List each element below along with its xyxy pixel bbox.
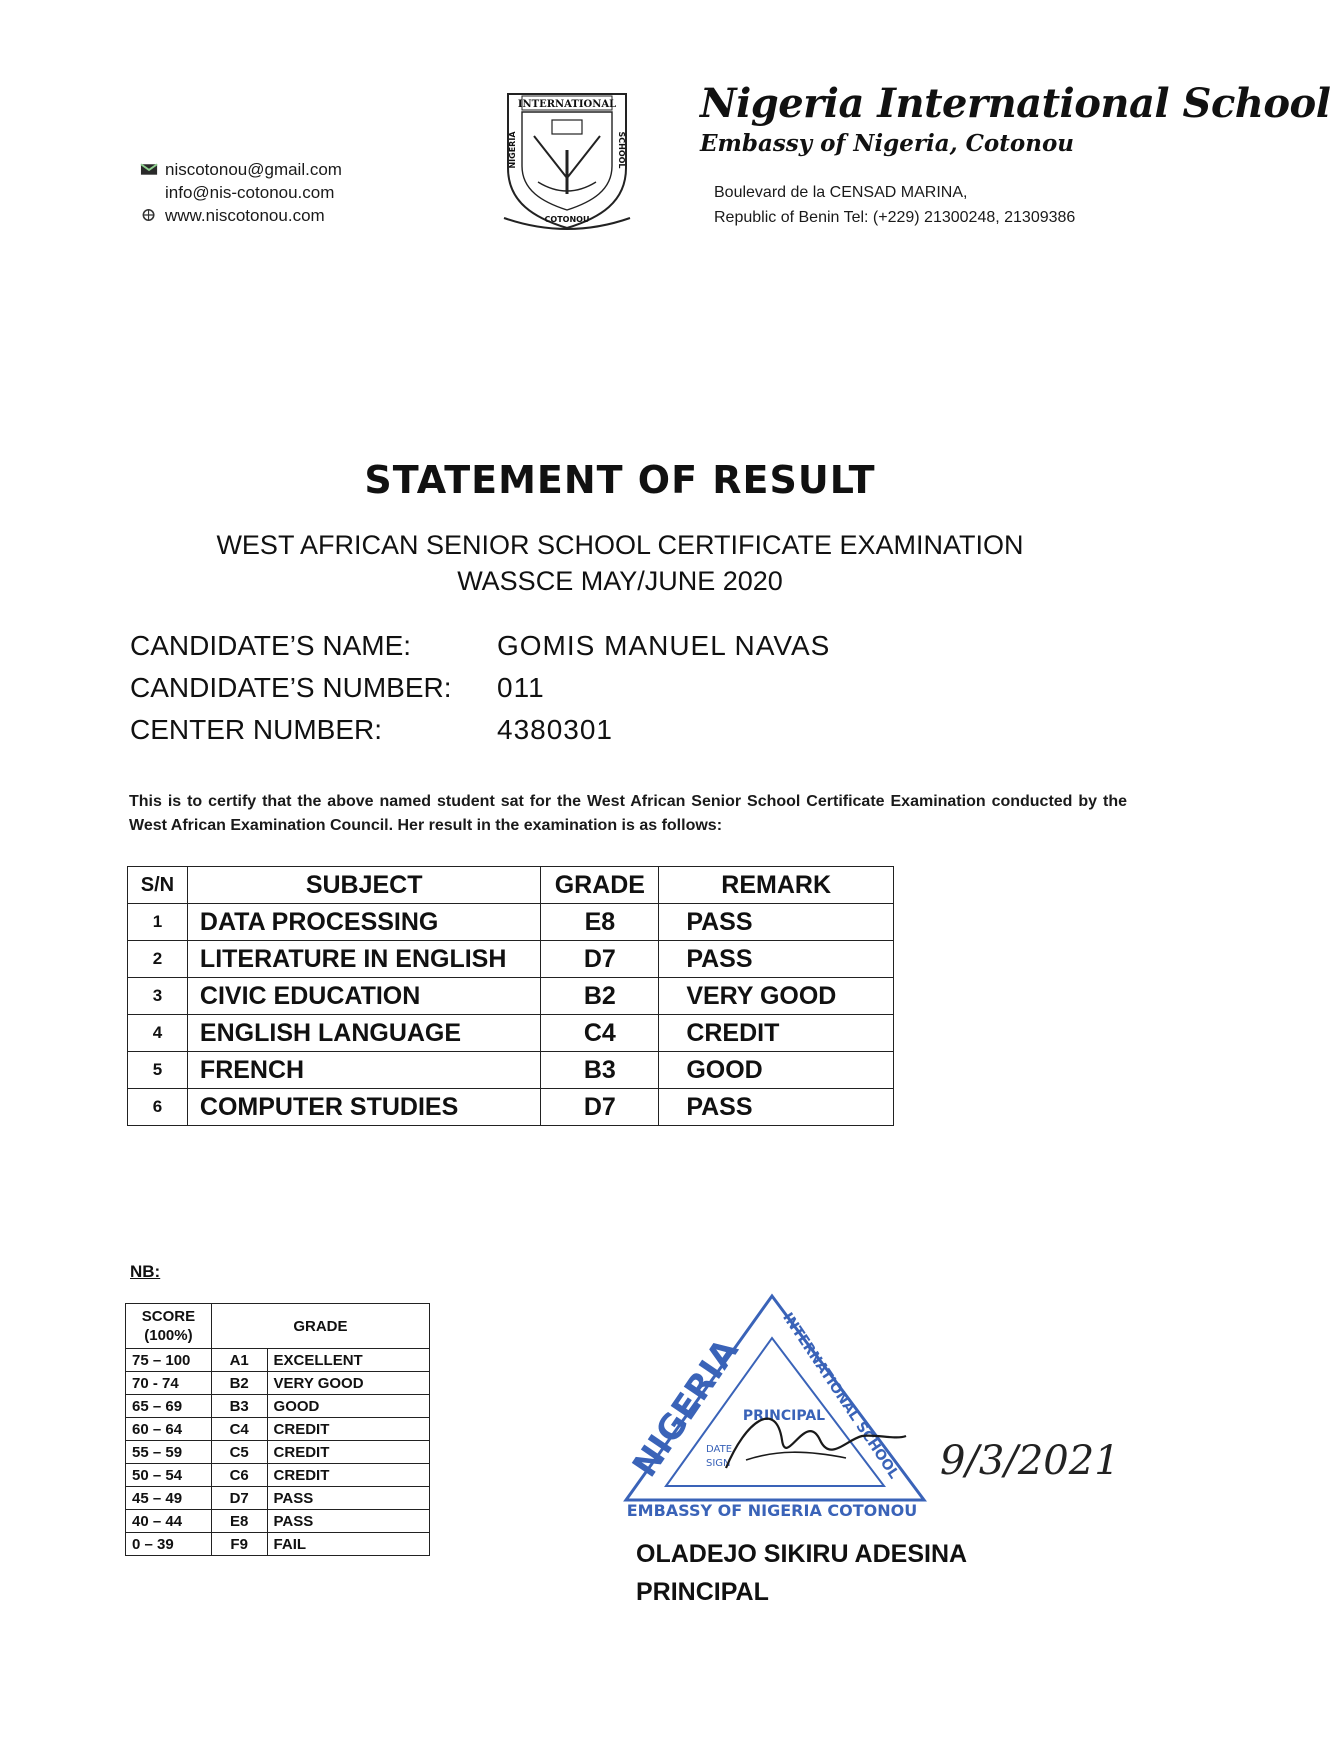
table-row bbox=[128, 1089, 894, 1126]
table-row bbox=[126, 1372, 430, 1395]
grade-code: C6 bbox=[211, 1464, 267, 1487]
exam-name: WEST AFRICAN SENIOR SCHOOL CERTIFICATE EXAMINATION bbox=[216, 530, 1024, 560]
official-stamp bbox=[606, 1290, 946, 1520]
email-secondary[interactable]: info@nis-cotonou.com bbox=[165, 183, 335, 202]
contact-block bbox=[140, 158, 342, 227]
crest-right-text: SCHOOL bbox=[617, 131, 626, 169]
candidate-number-label: CANDIDATE’S NUMBER: bbox=[130, 672, 452, 703]
certification-statement: This is to certify that the above named student sat for the West African Senior School Certificate Examination conducted by the West African Examination Council. Her result in the examination is as follows: bbox=[129, 793, 1127, 834]
grade-remark: VERY GOOD bbox=[267, 1372, 429, 1395]
globe-icon bbox=[140, 207, 159, 223]
row-grade: E8 bbox=[541, 904, 659, 941]
score-header: SCORE (100%) bbox=[126, 1304, 212, 1349]
grade-remark: GOOD bbox=[267, 1395, 429, 1418]
score-range: 70 - 74 bbox=[126, 1372, 212, 1395]
table-row bbox=[128, 978, 894, 1015]
score-range: 45 – 49 bbox=[126, 1487, 212, 1510]
row-grade: B2 bbox=[541, 978, 659, 1015]
grading-key-header bbox=[126, 1304, 430, 1349]
stamp-base-text: EMBASSY OF NIGERIA COTONOU bbox=[626, 1501, 918, 1520]
center-number-value: 4380301 bbox=[497, 714, 614, 745]
results-table bbox=[127, 866, 894, 1126]
row-subject: COMPUTER STUDIES bbox=[187, 1089, 540, 1126]
row-remark: PASS bbox=[659, 1089, 894, 1126]
score-range: 60 – 64 bbox=[126, 1418, 212, 1441]
table-row bbox=[126, 1395, 430, 1418]
row-sn: 6 bbox=[128, 1089, 188, 1126]
row-subject: ENGLISH LANGUAGE bbox=[187, 1015, 540, 1052]
grade-code: C4 bbox=[211, 1418, 267, 1441]
table-row bbox=[126, 1349, 430, 1372]
header-remark: REMARK bbox=[659, 867, 894, 904]
row-sn: 2 bbox=[128, 941, 188, 978]
row-sn: 1 bbox=[128, 904, 188, 941]
score-range: 75 – 100 bbox=[126, 1349, 212, 1372]
exam-session: WASSCE MAY/JUNE 2020 bbox=[457, 566, 783, 596]
grade-code: B3 bbox=[211, 1395, 267, 1418]
grading-key-table bbox=[125, 1303, 430, 1556]
address-line-1: Boulevard de la CENSAD MARINA, bbox=[714, 184, 968, 201]
header-subject: SUBJECT bbox=[187, 867, 540, 904]
row-subject: FRENCH bbox=[187, 1052, 540, 1089]
row-remark: PASS bbox=[659, 904, 894, 941]
header-sn: S/N bbox=[128, 867, 188, 904]
row-sn: 5 bbox=[128, 1052, 188, 1089]
grade-remark: CREDIT bbox=[267, 1441, 429, 1464]
candidate-name-label: CANDIDATE’S NAME: bbox=[130, 630, 412, 661]
principal-title: PRINCIPAL bbox=[636, 1578, 769, 1606]
table-row bbox=[126, 1464, 430, 1487]
stamp-right-text: INTERNATIONAL SCHOOL bbox=[779, 1309, 902, 1482]
row-sn: 4 bbox=[128, 1015, 188, 1052]
table-row bbox=[126, 1533, 430, 1556]
document-title: STATEMENT OF RESULT bbox=[364, 458, 876, 502]
row-remark: VERY GOOD bbox=[659, 978, 894, 1015]
school-name: Nigeria International School bbox=[700, 80, 1330, 127]
row-grade: B3 bbox=[541, 1052, 659, 1089]
grade-remark: CREDIT bbox=[267, 1418, 429, 1441]
grade-header: GRADE bbox=[211, 1304, 429, 1349]
row-remark: PASS bbox=[659, 941, 894, 978]
email-row-primary bbox=[140, 158, 342, 181]
candidate-name-value: GOMIS MANUEL NAVAS bbox=[497, 630, 831, 661]
table-row bbox=[128, 941, 894, 978]
row-subject: CIVIC EDUCATION bbox=[187, 978, 540, 1015]
row-grade: D7 bbox=[541, 1089, 659, 1126]
grade-code: D7 bbox=[211, 1487, 267, 1510]
email-row-secondary bbox=[140, 181, 342, 204]
crest-top-text: INTERNATIONAL bbox=[517, 99, 617, 110]
handwritten-date: 9/3/2021 bbox=[940, 1438, 1120, 1484]
table-row bbox=[126, 1418, 430, 1441]
score-range: 50 – 54 bbox=[126, 1464, 212, 1487]
center-number-label: CENTER NUMBER: bbox=[130, 714, 383, 745]
row-sn: 3 bbox=[128, 978, 188, 1015]
row-remark: CREDIT bbox=[659, 1015, 894, 1052]
row-subject: DATA PROCESSING bbox=[187, 904, 540, 941]
stamp-left-text: NIGERIA bbox=[624, 1331, 747, 1485]
table-row bbox=[126, 1487, 430, 1510]
grade-code: A1 bbox=[211, 1349, 267, 1372]
candidate-number-value: 011 bbox=[497, 672, 545, 703]
grade-remark: EXCELLENT bbox=[267, 1349, 429, 1372]
principal-name: OLADEJO SIKIRU ADESINA bbox=[636, 1540, 968, 1568]
score-range: 0 – 39 bbox=[126, 1533, 212, 1556]
row-grade: D7 bbox=[541, 941, 659, 978]
table-row bbox=[126, 1441, 430, 1464]
grade-remark: CREDIT bbox=[267, 1464, 429, 1487]
address-line-2: Republic of Benin Tel: (+229) 21300248, 21309386 bbox=[714, 209, 1076, 226]
stamp-date-label: DATE bbox=[706, 1444, 733, 1455]
crest-bottom-text: COTONOU bbox=[544, 215, 590, 224]
stamp-inner-title: PRINCIPAL bbox=[742, 1408, 826, 1424]
grade-code: C5 bbox=[211, 1441, 267, 1464]
website-link[interactable]: www.niscotonou.com bbox=[165, 206, 325, 225]
header-grade: GRADE bbox=[541, 867, 659, 904]
table-row bbox=[128, 1015, 894, 1052]
stamp-sign-label: SIGN bbox=[706, 1458, 731, 1469]
score-range: 65 – 69 bbox=[126, 1395, 212, 1418]
row-remark: GOOD bbox=[659, 1052, 894, 1089]
website-row bbox=[140, 204, 342, 227]
score-range: 40 – 44 bbox=[126, 1510, 212, 1533]
envelope-icon bbox=[140, 161, 159, 177]
school-crest-logo bbox=[502, 90, 632, 234]
school-subtitle: Embassy of Nigeria, Cotonou bbox=[700, 130, 1075, 157]
grade-code: E8 bbox=[211, 1510, 267, 1533]
grade-remark: PASS bbox=[267, 1510, 429, 1533]
row-grade: C4 bbox=[541, 1015, 659, 1052]
email-primary[interactable]: niscotonou@gmail.com bbox=[165, 160, 342, 179]
table-row bbox=[126, 1510, 430, 1533]
grade-code: B2 bbox=[211, 1372, 267, 1395]
results-header-row bbox=[128, 867, 894, 904]
score-range: 55 – 59 bbox=[126, 1441, 212, 1464]
nb-label: NB: bbox=[130, 1262, 161, 1281]
table-row bbox=[128, 904, 894, 941]
school-address bbox=[714, 180, 1075, 230]
grade-code: F9 bbox=[211, 1533, 267, 1556]
grade-remark: FAIL bbox=[267, 1533, 429, 1556]
table-row bbox=[128, 1052, 894, 1089]
grade-remark: PASS bbox=[267, 1487, 429, 1510]
crest-left-text: NIGERIA bbox=[508, 131, 517, 169]
row-subject: LITERATURE IN ENGLISH bbox=[187, 941, 540, 978]
